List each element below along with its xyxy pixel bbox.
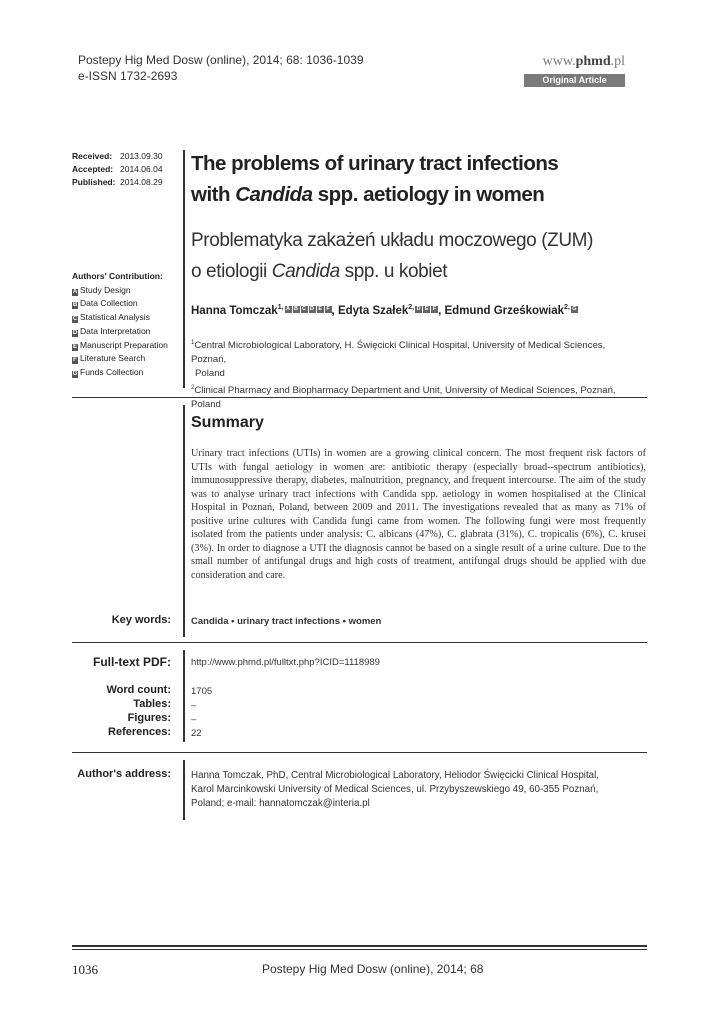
title-italic: Candida <box>235 183 313 206</box>
author-sep: , <box>438 304 445 317</box>
word-count-value: 1705 <box>191 686 213 697</box>
contribution-key: A <box>72 288 78 295</box>
affiliation-sup: 2 <box>191 385 195 392</box>
contribution-key: B <box>72 302 78 309</box>
meta-vertical-rule <box>183 650 185 742</box>
figures-label: Figures: <box>127 712 171 724</box>
date-row <box>72 163 163 176</box>
author-key: D <box>310 305 315 312</box>
journal-line-2: e-ISSN 1732-2693 <box>78 69 178 83</box>
date-value: 2013.09.30 <box>120 151 163 161</box>
divider-rule <box>72 752 647 753</box>
author-key: B <box>294 305 299 312</box>
author-key: A <box>286 305 291 312</box>
references-value: 22 <box>191 728 202 739</box>
site-url[interactable] <box>543 54 625 70</box>
journal-line-1: Postepy Hig Med Dosw (online), 2014; 68: 1036-1039 <box>78 53 364 67</box>
contribution-key: C <box>72 316 78 323</box>
tables-value: – <box>191 700 197 711</box>
address-line: Karol Marcinkowski University of Medical Sciences, ul. Przybyszewskiego 49, 60-355 Poznań, <box>191 784 599 795</box>
title-line-1: The problems of urinary tract infections <box>191 152 559 175</box>
author-key: C <box>302 305 307 312</box>
contribution-item <box>72 352 168 366</box>
contribution-label: Statistical Analysis <box>80 312 150 323</box>
site-prefix: www. <box>542 54 576 69</box>
subtitle-text: spp. u kobiet <box>339 261 448 282</box>
affiliation-text: Clinical Pharmacy and Biopharmacy Department and Unit, University of Medical Sciences, Poznań, Poland <box>191 385 616 411</box>
date-row <box>72 150 163 163</box>
page-number: 1036 <box>72 962 98 977</box>
keywords-label: Key words: <box>111 614 171 626</box>
author-sup: 1, <box>277 304 284 311</box>
contribution-label: Study Design <box>80 284 131 295</box>
contribution-label: Data Interpretation <box>80 325 151 336</box>
author-key: F <box>432 305 437 312</box>
summary-heading: Summary <box>191 414 264 431</box>
footer-rule <box>72 949 647 950</box>
author-key: E <box>318 305 322 312</box>
affiliation-sup: 1 <box>191 340 195 346</box>
affiliation-2 <box>191 381 641 412</box>
affiliation-text: Central Microbiological Laboratory, H. Święcicki Clinical Hospital, University of Medical Sciences, Poznań, <box>191 340 606 366</box>
contribution-label: Literature Search <box>80 353 146 364</box>
subtitle-text: o etiologii <box>191 261 272 282</box>
tables-label: Tables: <box>133 698 171 710</box>
subtitle-italic: Candida <box>271 261 340 282</box>
references-label: References: <box>108 726 171 738</box>
contribution-key: E <box>72 343 77 350</box>
fulltext-link[interactable]: http://www.phmd.pl/fulltxt.php?ICID=1118989 <box>191 657 380 668</box>
contribution-key: D <box>72 329 78 336</box>
author-list <box>191 304 578 317</box>
contribution-label: Funds Collection <box>80 366 144 377</box>
contribution-item <box>72 366 168 380</box>
author-name: Hanna Tomczak <box>191 304 278 317</box>
affiliation-1-cont: Poland <box>195 368 225 380</box>
author-name: Edmund Grześkowiak <box>444 304 565 317</box>
journal-citation <box>78 52 364 84</box>
site-suffix: .pl <box>610 54 625 69</box>
footer-rule <box>72 945 647 947</box>
address-vertical-rule <box>183 760 185 820</box>
article-title <box>191 148 651 210</box>
author-key: E <box>424 305 429 312</box>
contribution-item <box>72 325 168 339</box>
article-subtitle <box>191 225 593 287</box>
contribution-item <box>72 284 168 298</box>
author-key: F <box>326 305 330 312</box>
contribution-item <box>72 339 168 353</box>
author-sup: 2, <box>564 304 570 311</box>
address-line: Poland; e-mail: hannatomczak@interia.pl <box>191 798 370 809</box>
title-line-2 <box>191 179 651 210</box>
contribution-key: F <box>73 357 77 364</box>
date-label: Received: <box>72 151 113 161</box>
dates-block <box>72 150 163 189</box>
title-text: with <box>191 183 236 206</box>
affiliations <box>191 336 641 412</box>
authors-contribution <box>72 270 168 380</box>
contribution-item <box>72 297 168 311</box>
word-count-label: Word count: <box>106 684 171 696</box>
date-value: 2014.08.29 <box>120 177 163 187</box>
contribution-heading: Authors' Contribution: <box>72 271 163 281</box>
affiliation-1 <box>191 336 641 367</box>
summary-text: Urinary tract infections (UTIs) in women are a growing clinical concern. The most frequent risk factors of UTIs with fungal aetiology in women are: antibiotic therapy (especially broad--spectrum antibiotics), immunosuppressive therapy, diabetes, malnutrition, pregnancy, and frequent intercourse. The aim of the study was to analyse urinary tract infections with Candida spp. aetiology in women hospitalised at the Clinical Hospital in Poznań, Poland, between 2009 and 2011. The investigations revealed that as many as 71% of positive urine cultures with Candida fungi came from women. The following fungi were most frequently isolated from the patients under analysis: C. albicans (47%), C. glabrata (31%), C. tropicalis (6%), C. krusei (3%). In order to diagnose a UTI the diagnosis cannot be based on a single result of a urine culture. Due to the small number of antifungal drugs and high costs of treatment, antifungal drugs should be applied with due consideration and care. <box>191 448 646 581</box>
summary-vertical-rule <box>183 405 185 637</box>
subtitle-line-2 <box>191 256 593 287</box>
title-text: spp. aetiology in women <box>312 183 545 206</box>
address-block <box>191 769 599 811</box>
address-line: Hanna Tomczak, PhD, Central Microbiological Laboratory, Heliodor Święcicki Clinical Hospital, <box>191 770 600 781</box>
author-sep: , <box>331 304 338 317</box>
author-name: Edyta Szałek <box>337 304 409 317</box>
contribution-label: Data Collection <box>80 298 138 309</box>
site-bold: phmd <box>575 54 611 69</box>
author-key: G <box>572 305 577 312</box>
date-label: Accepted: <box>72 164 114 174</box>
figures-value: – <box>191 714 197 725</box>
title-vertical-rule <box>183 150 185 388</box>
divider-rule <box>72 642 647 643</box>
article-type-badge: Original Article <box>524 74 625 87</box>
contribution-item <box>72 311 168 325</box>
keywords-value: Candida • urinary tract infections • women <box>191 616 382 627</box>
contribution-key: G <box>72 370 78 377</box>
subtitle-line-1: Problematyka zakażeń układu moczowego (ZUM) <box>191 230 594 251</box>
author-key: D <box>416 305 421 312</box>
date-row <box>72 176 163 189</box>
date-value: 2014.06.04 <box>120 164 163 174</box>
date-label: Published: <box>72 177 116 187</box>
contribution-label: Manuscript Preparation <box>80 339 168 350</box>
address-label: Author's address: <box>77 768 171 780</box>
fulltext-label: Full-text PDF: <box>93 655 171 669</box>
footer-journal: Postepy Hig Med Dosw (online), 2014; 68 <box>262 962 484 976</box>
author-sup: 2, <box>408 304 415 311</box>
